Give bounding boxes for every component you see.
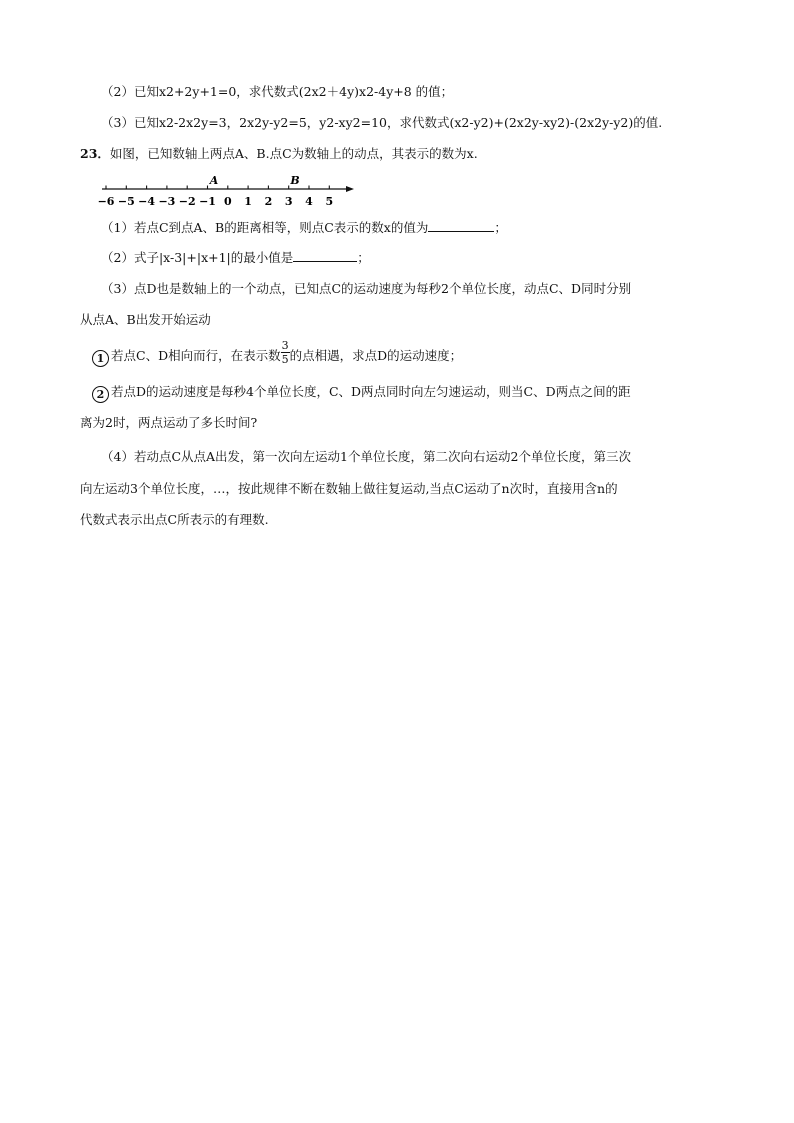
question-23-part-2: [101, 249, 370, 266]
question-23-part-4-line-1: （4）若动点C从点A出发，第一次向左运动1个单位长度，第二次向右运动2个单位长度，第三次: [101, 449, 631, 464]
question-23-part-4-line-3: 代数式表示出点C所表示的有理数.: [80, 512, 269, 527]
number-line-tick-label: 5: [325, 195, 334, 208]
answer-blank-2[interactable]: [293, 249, 357, 262]
circled-number-1: 1: [92, 350, 109, 367]
question-22-part-3: （3）已知x2-2x2y=3，2x2y-y2=5，y2-xy2=10，求代数式(x2-y2)+(2x2y-xy2)-(2x2y-y2)的值.: [101, 115, 663, 130]
question-stem-text: 如图，已知数轴上两点A、B.点C为数轴上的动点，其表示的数为x.: [109, 146, 478, 161]
sub-1-text-a: 若点C、D相向而行，在表示数: [111, 348, 281, 363]
fraction-denominator: 5: [281, 353, 289, 366]
part-2-text: （2）式子|x-3|+|x+1|的最小值是: [101, 250, 294, 265]
number-line-figure: [98, 174, 368, 208]
sub-2-text: 若点D的运动速度是每秒4个单位长度，C、D两点同时向左匀速运动，则当C、D两点之间的距: [111, 384, 631, 399]
number-line-tick-label: −4: [138, 195, 156, 208]
number-line-tick-label: 2: [264, 195, 273, 208]
sub-1-text-b: 的点相遇，求点D的运动速度；: [289, 348, 463, 363]
number-line-arrow: [346, 186, 354, 192]
number-line-tick-label: 4: [305, 195, 313, 208]
question-23-part-1: [101, 219, 507, 236]
number-line-tick-label: 3: [284, 195, 293, 208]
question-23-sub-2-line-1: [92, 384, 631, 403]
point-b-label: B: [290, 174, 300, 187]
fraction-numerator: 3: [281, 339, 289, 352]
part-2-end: ；: [357, 250, 370, 265]
question-number: 23．: [80, 146, 110, 161]
question-23-stem: [80, 146, 478, 162]
point-a-label: A: [209, 174, 219, 187]
part-1-end: ；: [494, 220, 507, 235]
question-23-part-3-line-1: （3）点D也是数轴上的一个动点，已知点C的运动速度为每秒2个单位长度，动点C、D同时分别: [101, 281, 632, 296]
number-line-tick-label: −6: [98, 195, 115, 208]
number-line-tick-label: −2: [178, 195, 196, 208]
answer-blank-1[interactable]: [428, 219, 494, 232]
question-23-part-3-line-2: 从点A、B出发开始运动: [80, 312, 211, 327]
question-23-sub-1: [92, 339, 463, 367]
number-line-tick-label: −3: [158, 195, 176, 208]
number-line-tick-label: 1: [244, 195, 252, 208]
number-line-labels: [98, 195, 333, 208]
number-line-tick-label: −1: [199, 195, 216, 208]
number-line-tick-label: −5: [117, 195, 135, 208]
number-line-tick-label: 0: [223, 195, 232, 208]
circled-number-2: 2: [92, 386, 109, 403]
question-23-sub-2-line-2: 离为2时，两点运动了多长时间?: [80, 415, 258, 430]
fraction-three-fifths: [281, 339, 290, 366]
question-23-part-4-line-2: 向左运动3个单位长度，…，按此规律不断在数轴上做往复运动,当点C运动了n次时，直接用含n的: [80, 481, 618, 496]
part-1-text: （1）若点C到点A、B的距离相等，则点C表示的数x的值为: [101, 220, 429, 235]
question-22-part-2: （2）已知x2+2y+1=0，求代数式(2x2＋4y)x2-4y+8 的值；: [101, 84, 454, 99]
